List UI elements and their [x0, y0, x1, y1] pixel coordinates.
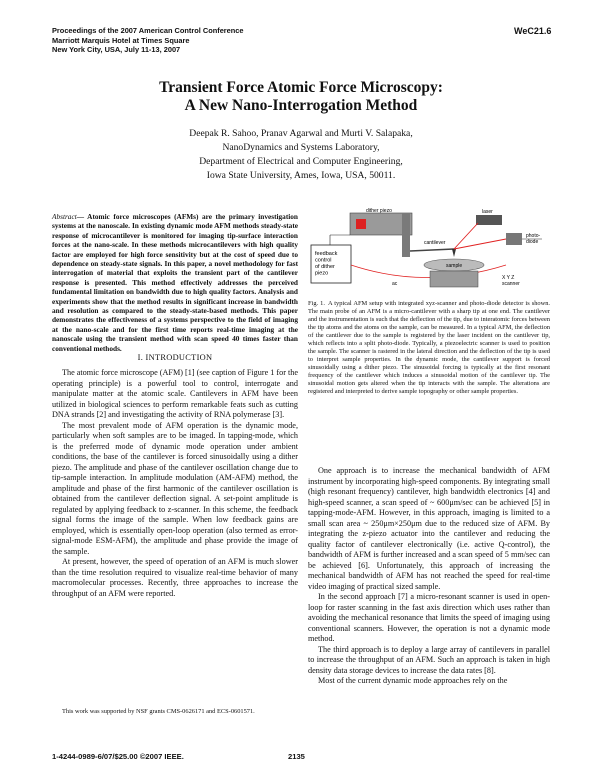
paragraph: The most prevalent mode of AFM operation is the dynamic mode, particularly when soft samples are to be imaged. In tapping-mode, which is the preferred mode of dynamic mode operation under ambient conditions, the base of the cantilever is forced sinusoidally using a dither piezo. The amplitude and phase of the cantilever oscillation change due to tip-sample interaction. In amplitude modulation (AM-AFM) method, the amplitude and phase of the first harmonic of the cantilever oscillation is obtained from the cantilever deflection signal. A set-point amplitude is regulated by applying feedback to z-scanner. In this scheme, the feedback signal forms the image of the sample. When low feedback gains are employed, which is essentially open-loop operation (also termed as error-signal-mode ESM-AFM), the amplitude and phase provide the image of the sample. — [52, 420, 298, 556]
cantilever-beam — [410, 249, 454, 251]
title-line: Transient Force Atomic Force Microscopy: — [159, 79, 443, 96]
paragraph: The third approach is to deploy a large array of cantilevers in parallel to increase the throughput of an AFM. Such an approach is taken in high density data storage devices to increase the data rates [8]. — [308, 644, 550, 675]
paper-title — [60, 79, 542, 115]
left-column-body — [52, 368, 298, 599]
paragraph: In the second approach [7] a micro-resonant scanner is used in open-loop for raster scanning in the fast axis direction which uses rather than avoiding the mechanical resonance that limits the speed of imaging using conventional scanners. However, the operation is not a dynamic mode method. — [308, 592, 550, 643]
dither-label: dither piezo — [366, 208, 392, 214]
footnote — [52, 708, 298, 716]
abstract-label: Abstract — [52, 212, 77, 221]
caption-label: Fig. 1. — [308, 300, 325, 307]
ac-label: ac — [392, 281, 398, 287]
laser-label: laser — [482, 209, 493, 215]
cantilever-label: cantilever — [424, 240, 446, 246]
footnote-text: This work was supported by NSF grants CMS-0626171 and ECS-0601571. — [62, 708, 255, 715]
conference-line: New York City, USA, July 11-13, 2007 — [52, 45, 181, 55]
author-block — [60, 127, 542, 183]
affiliation-line: Iowa State University, Ames, Iowa, USA, 50011. — [206, 170, 396, 181]
figure-1 — [306, 205, 552, 297]
xyz-scanner — [430, 271, 478, 287]
figure-caption — [308, 300, 550, 396]
paragraph: One approach is to increase the mechanical bandwidth of AFM instrument by incorporating high-speed components. By integrating small (high resonant frequency) cantilever, high bandwidth electronics [4] and high-speed scanner, a scan speed of ~ 600μm/sec can be achieved [5] in tapping-mode-AFM. However, in this approach, imaging is limited to a small scan area ~ 250μm×250μm due to the reduced size of AFM. By integrating the z-piezo actuator into the cantilever and reducing the quality factor of cantilever electronically (i.e. active Q-control), the bandwidth of AFM is further increased and a scan speed of 5 mm/sec can be achieved [6]. Unfortunately, this approach of increasing the mechanical bandwidth of AFM has not reached the speed for real-time video imaging of practical sized sample. — [308, 466, 550, 591]
conference-header — [52, 26, 244, 55]
afm-diagram — [306, 205, 552, 297]
affiliation-line: Department of Electrical and Computer Engineering, — [199, 156, 403, 167]
photodiode-label: photo- diode — [526, 233, 541, 245]
sample-label: sample — [446, 263, 463, 269]
feedback-label: feedback control of dither piezo — [315, 251, 338, 277]
conference-line: Proceedings of the 2007 American Control Conference — [52, 26, 244, 35]
dither-element — [356, 219, 366, 229]
support-column — [402, 213, 410, 257]
authors: Deepak R. Sahoo, Pranav Agarwal and Murti V. Salapaka, — [189, 128, 413, 139]
paragraph: The atomic force microscope (AFM) [1] (see caption of Figure 1 for the operating principle) is a powerful tool to control, interrogate and manipulate matter at the atomic scale. Cantilevers in AFM have been utilized in biological sciences to perform remarkable feats such as cutting DNA strands [2] and investigating the activity of RNA polymerase [3]. — [52, 368, 298, 419]
photodiode — [506, 233, 522, 245]
section-heading: I. INTRODUCTION — [137, 353, 213, 362]
abstract-text: — Atomic force microscopes (AFMs) are the primary investigation systems at the nanoscale. In existing dynamic mode AFM methods steady-state response of microcantilever is monitored for imaging tip-surface interaction forces at the nano-scale. In these methods microcantilevers with high quality factor are employed for high force sensitivity but at the cost of speed due to dependence on steady-state signals. In this paper, a novel methodology for fast interrogation of material that exploits the transient part of the cantilever response is presented. This method effectively addresses the perceived fundamental limitation on bandwidth due to high quality factors. Analysis and experiments show that the method results in significant increase in bandwidth and resolution as compared to the steady-state-based methods. This paper demonstrates the effectiveness of a systems perspective to the field of imaging at the nano-scale and for the first time reports real-time imaging at the nanoscale using the transient method with scan speed 40 times faster than conventional methods. — [52, 212, 298, 353]
paragraph: Most of the current dynamic mode approaches rely on the — [318, 676, 508, 685]
abstract — [52, 212, 298, 353]
affiliation-line: NanoDynamics and Systems Laboratory, — [222, 142, 380, 153]
caption-text: A typical AFM setup with integrated xyz-scanner and photo-diode detector is shown. The main probe of an AFM is a micro-cantilever with a sharp tip at one end. The cantilever and the instrumentation is such that the deflection of the tip, due to interatomic forces between the tip atoms and the atoms on the sample, can be measured. In a typical AFM, the deflection of the cantilever due to the sample is registered by the laser incident on the cantilever tip, which reflects into a split photo-diode. Typically, a piezoelectric scanner is used to position the sample. The scanner is rastered in the lateral direction and the deflection of the tip is used to interpret sample properties. In the dynamic mode, the cantilever support is forced sinusoidally using a dither piezo. The sinusoidal forcing is typically at the first resonant frequency of the cantilever which induces a sinusoidal motion of the cantilever tip. The sinusoidal motion gets altered when the tip interacts with the sample. The alterations are registered and interpreted to derive sample topography or other sample properties. — [308, 300, 550, 395]
conference-line: Marriott Marquis Hotel at Times Square — [52, 35, 190, 45]
cantilever-tip — [452, 249, 456, 257]
title-line: A New Nano-Interrogation Method — [184, 97, 418, 114]
scanner-label: X Y Z scanner — [502, 275, 520, 287]
page-number: 2135 — [288, 752, 305, 761]
paragraph: At present, however, the speed of operation of an AFM is much slower than the time resolution required to visualize real-time behavior of many macromolecular processes. Recently, three approaches to increase the throughput of an AFM were reported. — [52, 557, 298, 598]
isbn: 1-4244-0989-6/07/$25.00 ©2007 IEEE. — [52, 752, 184, 761]
right-column-body — [308, 466, 550, 687]
session-code: WeC21.6 — [514, 26, 552, 36]
laser-source — [476, 215, 502, 225]
